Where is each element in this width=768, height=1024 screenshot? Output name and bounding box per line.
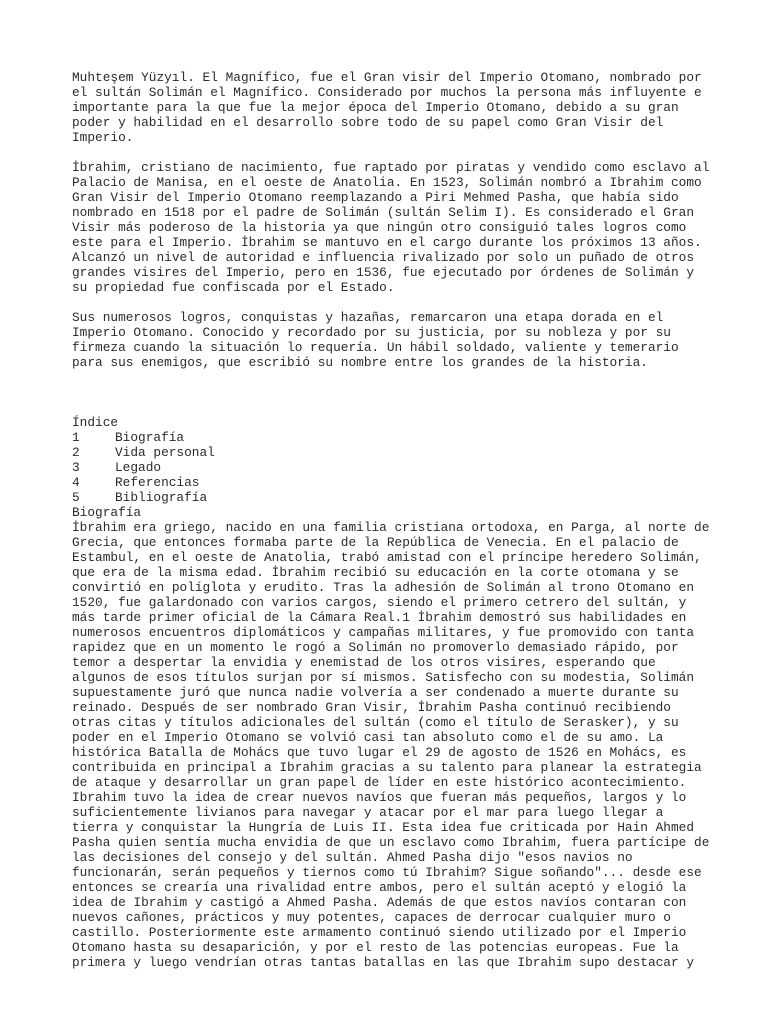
index-item-number: 2	[72, 445, 80, 460]
index-item-label: Biografía	[115, 430, 185, 445]
index-item-legado	[72, 460, 712, 475]
index-item-label: Legado	[115, 460, 162, 475]
legacy-paragraph: Sus numerosos logros, conquistas y hazañas, remarcaron una etapa dorada en el Imperio Otomano. Conocido y recordado por su justicia, por su nobleza y por su firmeza cuando la situación lo requería. Un hábil soldado, valiente y temerario para sus enemigos, que escribió su nombre entre los grandes de la historia.	[72, 310, 679, 370]
index-item-bibliografia	[72, 490, 712, 505]
index-item-vida-personal	[72, 445, 712, 460]
index-section	[72, 415, 712, 505]
index-item-referencias	[72, 475, 712, 490]
index-item-label: Vida personal	[115, 445, 215, 460]
index-item-label: Referencias	[115, 475, 200, 490]
biografia-heading: Biografía	[72, 505, 142, 520]
index-item-label: Bibliografía	[115, 490, 208, 505]
index-item-number: 4	[72, 475, 80, 490]
origin-paragraph: İbrahim, cristiano de nacimiento, fue raptado por piratas y vendido como esclavo al Palacio de Manisa, en el oeste de Anatolia. En 1523, Solimán nombró a Ibrahim como Gran Visir del Imperio Otomano reemplazando a Piri Mehmed Pasha, que había sido nombrado en 1518 por el padre de Solimán (sultán Selim I). Es considerado el Gran Visir más poderoso de la historia ya que ningún otro consiguió tales logros como este para el Imperio. İbrahim se mantuvo en el cargo durante los próximos 13 años. Alcanzó un nivel de autoridad e influencia rivalizado por solo un puñado de otros grandes visires del Imperio, pero en 1536, fue ejecutado por órdenes de Solimán y su propiedad fue confiscada por el Estado.	[72, 160, 710, 295]
document-page	[72, 70, 712, 970]
index-item-number: 5	[72, 490, 80, 505]
index-title: Índice	[72, 415, 119, 430]
section-spacer	[72, 385, 712, 415]
index-item-number: 3	[72, 460, 80, 475]
biografia-section	[72, 505, 712, 970]
index-item-number: 1	[72, 430, 80, 445]
index-item-biografia	[72, 430, 712, 445]
biografia-text: İbrahim era griego, nacido en una familia cristiana ortodoxa, en Parga, al norte de Grecia, que entonces formaba parte de la República de Venecia. En el palacio de Estambul, en el oeste de Anatolia, trabó amistad con el príncipe heredero Solimán, que era de la misma edad. İbrahim recibió su educación en la corte otomana y se convirtió en políglota y erudito. Tras la adhesión de Solimán al trono Otomano en 1520, fue galardonado con varios cargos, siendo el primero cetrero del sultán, y más tarde primer oficial de la Cámara Real.1 İbrahim demostró sus habilidades en numerosos encuentros diplomáticos y campañas militares, y fue promovido con tanta rapidez que en un momento le rogó a Solimán no promoverlo demasiado rápido, por temor a despertar la envidia y enemistad de los otros visires, esperando que algunos de esos títulos surjan por sí mismos. Satisfecho con su modestia, Solimán supuestamente juró que nunca nadie volvería a ser condenado a muerte durante su reinado. Después de ser nombrado Gran Visir, İbrahim Pasha continuó recibiendo otras citas y títulos adicionales del sultán (como el título de Serasker), y su poder en el Imperio Otomano se volvió casi tan absoluto como el de su amo. La histórica Batalla de Mohács que tuvo lugar el 29 de agosto de 1526 en Mohács, es contribuida en principal a Ibrahim gracias a su talento para planear la estrategia de ataque y desarrollar un gran papel de líder en este histórico acontecimiento. Ibrahim tuvo la idea de crear nuevos navíos que fueran más pequeños, largos y lo suficientemente livianos para navegar y atacar por el mar para luego llegar a tierra y conquistar la Hungría de Luis II. Esta idea fue criticada por Hain Ahmed Pasha quien sentía mucha envidia de que un esclavo como Ibrahim, fuera partícipe de las decisiones del consejo y del sultán. Ahmed Pasha dijo "esos navios no funcionarán, serán pequeños y tiernos como tú Ibrahim? Sigue soñando"... desde ese entonces se crearía una rivalidad entre ambos, pero el sultán aceptó y elogió la idea de Ibrahim y castigó a Ahmed Pasha. Además de que estos navíos contaran con nuevos cañones, prácticos y muy potentes, capaces de derrocar cualquier muro o castillo. Posteriormente este armamento continuó siendo utilizado por el Imperio Otomano hasta su desaparición, y por el resto de las potencias europeas. Fue la primera y luego vendrían otras tantas batallas en las que Ibrahim supo destacar y	[72, 520, 710, 970]
intro-paragraph: Muhteşem Yüzyıl. El Magnífico, fue el Gran visir del Imperio Otomano, nombrado por el sultán Solimán el Magnífico. Considerado por muchos la persona más influyente e importante para la que fue la mejor época del Imperio Otomano, debido a su gran poder y habilidad en el desarrollo sobre todo de su papel como Gran Visir del Imperio.	[72, 70, 702, 145]
